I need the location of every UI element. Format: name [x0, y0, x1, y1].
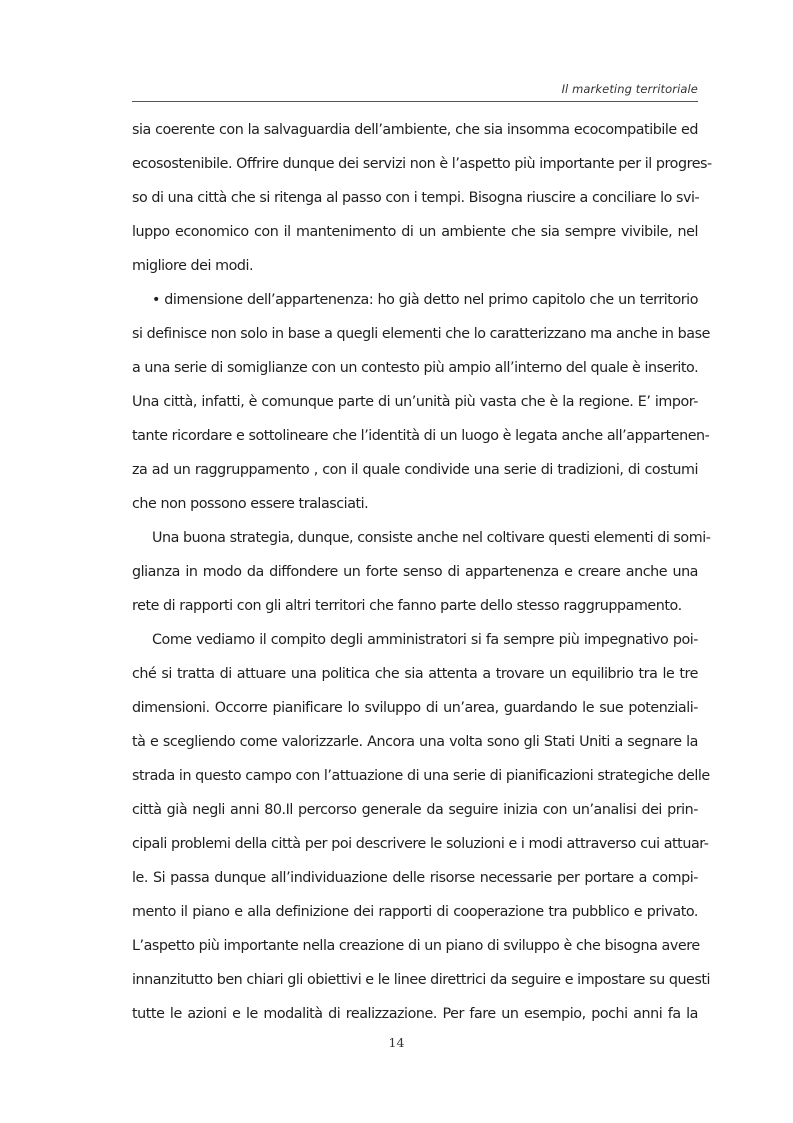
text-line: tutte le azioni e le modalità di realizzazione. Per fare un esempio, pochi anni fa la — [132, 1006, 698, 1022]
text-line: tante ricordare e sottolineare che l’identità di un luogo è legata anche all’appartenen- — [132, 428, 710, 444]
text-line: luppo economico con il mantenimento di un ambiente che sia sempre vivibile, nel — [132, 224, 698, 240]
text-line: ecosostenibile. Offrire dunque dei servizi non è l’aspetto più importante per il progres- — [132, 156, 712, 172]
bullet-line: • dimensione dell’appartenenza: ho già detto nel primo capitolo che un territorio — [152, 292, 698, 308]
text-line: si definisce non solo in base a quegli elementi che lo caratterizzano ma anche in base — [132, 326, 710, 342]
text-line: sia coerente con la salvaguardia dell’ambiente, che sia insomma ecocompatibile ed — [132, 122, 698, 138]
text-line: so di una città che si ritenga al passo con i tempi. Bisogna riuscire a conciliare lo svi- — [132, 190, 700, 206]
text-line: za ad un raggruppamento , con il quale condivide una serie di tradizioni, di costumi — [132, 462, 698, 478]
text-line: tà e scegliendo come valorizzarle. Ancora una volta sono gli Stati Uniti a segnare la — [132, 734, 698, 750]
page-number: 14 — [388, 1035, 405, 1050]
text-line: città già negli anni 80.Il percorso generale da seguire inizia con un’analisi dei prin- — [132, 802, 698, 818]
paragraph-first-line: Una buona strategia, dunque, consiste anche nel coltivare questi elementi di somi- — [152, 530, 711, 546]
paragraph-first-line: Come vediamo il compito degli amministratori si fa sempre più impegnativo poi- — [152, 632, 698, 648]
body-text — [132, 113, 712, 1031]
text-line: dimensioni. Occorre pianificare lo sviluppo di un’area, guardando le sue potenziali- — [132, 700, 698, 716]
text-line: cipali problemi della città per poi descrivere le soluzioni e i modi attraverso cui attuar- — [132, 836, 709, 852]
text-line: strada in questo campo con l’attuazione di una serie di pianificazioni strategiche delle — [132, 768, 710, 784]
text-line: glianza in modo da diffondere un forte senso di appartenenza e creare anche una — [132, 564, 698, 580]
text-line: mento il piano e alla definizione dei rapporti di cooperazione tra pubblico e privato. — [132, 904, 698, 920]
text-line: Una città, infatti, è comunque parte di un’unità più vasta che è la regione. E’ impor- — [132, 394, 698, 410]
text-line: rete di rapporti con gli altri territori che fanno parte dello stesso raggruppamento. — [132, 598, 682, 614]
header-rule — [132, 101, 698, 102]
text-line: innanzitutto ben chiari gli obiettivi e le linee direttrici da seguire e impostare su questi — [132, 972, 711, 988]
text-line: che non possono essere tralasciati. — [132, 496, 369, 512]
text-line: L’aspetto più importante nella creazione di un piano di sviluppo è che bisogna avere — [132, 938, 700, 954]
running-header-title: Il marketing territoriale — [561, 82, 698, 96]
text-line: le. Si passa dunque all’individuazione delle risorse necessarie per portare a compi- — [132, 870, 698, 886]
text-line: ché si tratta di attuare una politica che sia attenta a trovare un equilibrio tra le tre — [132, 666, 698, 682]
text-line: a una serie di somiglianze con un contesto più ampio all’interno del quale è inserito. — [132, 360, 699, 376]
text-line: migliore dei modi. — [132, 258, 254, 274]
